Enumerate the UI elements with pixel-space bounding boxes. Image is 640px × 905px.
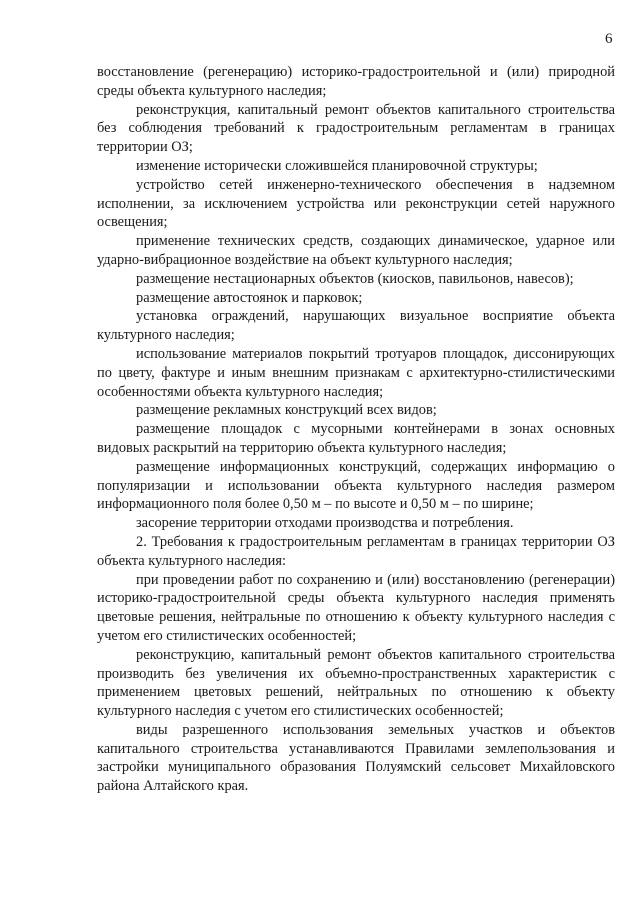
section-heading-requirements: 2. Требования к градостроительным регламентам в границах территории ОЗ объекта культурного наследия:: [97, 533, 615, 569]
page-number: 6: [605, 31, 613, 47]
paragraph-color-solutions: при проведении работ по сохранению и (или) восстановлению (регенерации) историко-градостроительной среды объекта культурного наследия применять цветовые решения, нейтральные по отношению к объекту культурного наследия с учетом его стилистических особенностей;: [97, 571, 615, 644]
paragraph-information-structures: размещение информационных конструкций, содержащих информацию о популяризации и использовании объекта культурного наследия размером информационного поля более 0,50 м – по высоте и 0,50 м – по ширине;: [97, 458, 615, 513]
paragraph-reconstruction-requirements: реконструкцию, капитальный ремонт объектов капитального строительства производить без увеличения их объемно-пространственных характеристик с применением цветовых решений, нейтральных по отношению к объекту культурного наследия с учетом его стилистических особенностей;: [97, 646, 615, 720]
paragraph-fences: установка ограждений, нарушающих визуальное восприятие объекта культурного наследия;: [97, 308, 615, 344]
paragraph-pavement-materials: использование материалов покрытий тротуаров площадок, диссонирующих по цвету, фактуре и иным внешним признакам с архитектурно-стилистическими особенностями объекта культурного наследия;: [97, 345, 615, 400]
paragraph-parking: размещение автостоянок и парковок;: [136, 289, 363, 306]
paragraph-littering: засорение территории отходами производства и потребления.: [136, 515, 514, 532]
paragraph-non-stationary-objects: размещение нестационарных объектов (киосков, павильонов, навесов);: [136, 270, 574, 287]
paragraph-land-use: виды разрешенного использования земельных участков и объектов капитального строительства устанавливаются Правилами землепользования и застройки муниципального образования Полуямский сельсовет Михайловского района Алтайского края.: [97, 721, 615, 795]
paragraph-technical-means: применение технических средств, создающих динамическое, ударное или ударно-вибрационное воздействие на объект культурного наследия;: [97, 233, 615, 268]
paragraph-advertising: размещение рекламных конструкций всех видов;: [136, 402, 437, 419]
paragraph-engineering-networks: устройство сетей инженерно-технического обеспечения в надземном исполнении, за исключением устройства или реконструкции сетей наружного освещения;: [97, 176, 615, 231]
paragraph-planning-structure: изменение исторически сложившейся планировочной структуры;: [136, 157, 538, 174]
document-body: [97, 63, 615, 796]
paragraph-restoration: восстановление (регенерацию) историко-градостроительной и (или) природной среды объекта культурного наследия;: [97, 64, 615, 99]
paragraph-reconstruction: реконструкция, капитальный ремонт объектов капитального строительства без соблюдения требований к градостроительным регламентам в границах территории ОЗ;: [97, 101, 615, 156]
paragraph-waste-containers: размещение площадок с мусорными контейнерами в зонах основных видовых раскрытий на территорию объекта культурного наследия;: [97, 421, 615, 456]
